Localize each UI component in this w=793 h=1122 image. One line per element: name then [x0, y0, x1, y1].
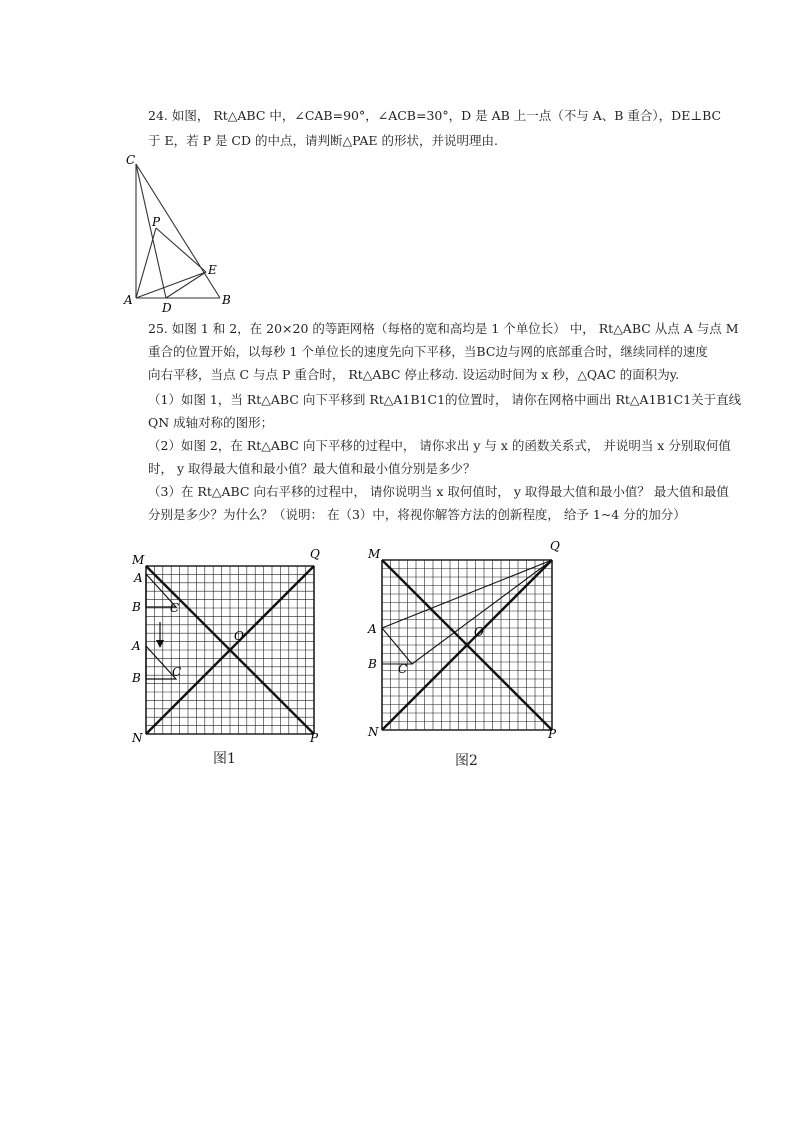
segment-pe	[156, 228, 206, 272]
label-a: A	[134, 571, 143, 585]
figure-2-grid	[364, 540, 564, 740]
q25-line-3: 向右平移，当点 C 与点 P 重合时， Rt△ABC 停止移动. 设运动时间为 x 秒，△QAC 的面积为y.	[148, 367, 680, 382]
label-e: E	[208, 263, 217, 277]
q24-triangle-figure	[120, 152, 240, 312]
q24-line-1: 24. 如图， Rt△ABC 中，∠CAB=90°，∠ACB=30°，D 是 AB 上一点（不与 A、B 重合），DE⊥BC	[148, 108, 722, 123]
label-q: Q	[310, 548, 320, 561]
q24-line-2: 于 E，若 P 是 CD 的中点，请判断△PAE 的形状，并说明理由.	[148, 133, 498, 148]
q25-part3-line-1: （3）在 Rt△ABC 向右平移的过程中， 请你说明当 x 取何值时， y 取得最大值和最小值？ 最大值和最值	[148, 484, 729, 499]
q25-line-2: 重合的位置开始，以每秒 1 个单位长的速度先向下平移，当BC边与网的底部重合时，继续同样的速度	[148, 344, 708, 359]
label-p: P	[548, 727, 557, 740]
q25-part2-line-1: （2）如图 2，在 Rt△ABC 向下平移的过程中， 请你求出 y 与 x 的函数关系式， 并说明当 x 分别取何值	[148, 438, 731, 453]
label-b: B	[132, 600, 141, 614]
label-q: Q	[550, 540, 560, 553]
q25-part3-line-2: 分别是多少？为什么？（说明： 在（3）中，将视你解答方法的创新程度， 给予 1~4 分的加分）	[148, 507, 686, 522]
label-o: O	[474, 625, 484, 639]
label-b1: B	[132, 671, 141, 685]
label-c1: C	[172, 665, 182, 679]
figure-1-grid	[130, 548, 320, 748]
label-b: B	[222, 293, 231, 307]
label-p: P	[310, 731, 319, 745]
q25-part1-line-2: QN 成轴对称的图形；	[148, 415, 274, 430]
label-p: P	[152, 215, 161, 229]
label-c: C	[170, 601, 180, 615]
q25-line-1: 25. 如图 1 和 2，在 20×20 的等距网格（每格的宽和高均是 1 个单位长） 中， Rt△ABC 从点 A 与点 M	[148, 321, 739, 336]
label-c: C	[398, 662, 408, 676]
q25-part2-line-2: 时， y 取得最大值和最小值？最大值和最小值分别是多少？	[148, 461, 476, 476]
label-c: C	[126, 153, 136, 167]
label-a: A	[124, 293, 133, 307]
q25-part1-line-1: （1）如图 1，当 Rt△ABC 向下平移到 Rt△A1B1C1的位置时， 请你在网格中画出 Rt△A1B1C1关于直线	[148, 392, 742, 407]
label-a1: A	[132, 639, 141, 653]
label-n: N	[132, 731, 143, 745]
side-cb	[136, 164, 220, 298]
segment-cd	[136, 164, 166, 298]
label-o: O	[234, 629, 244, 643]
label-m: M	[132, 553, 145, 567]
label-m: M	[368, 547, 381, 561]
label-n: N	[368, 725, 379, 739]
figure-2-caption: 图2	[455, 753, 478, 769]
label-b: B	[368, 657, 377, 671]
label-a: A	[368, 622, 377, 636]
figure-1-caption: 图1	[213, 751, 236, 767]
label-d: D	[162, 301, 172, 312]
segment-pa	[136, 228, 156, 298]
